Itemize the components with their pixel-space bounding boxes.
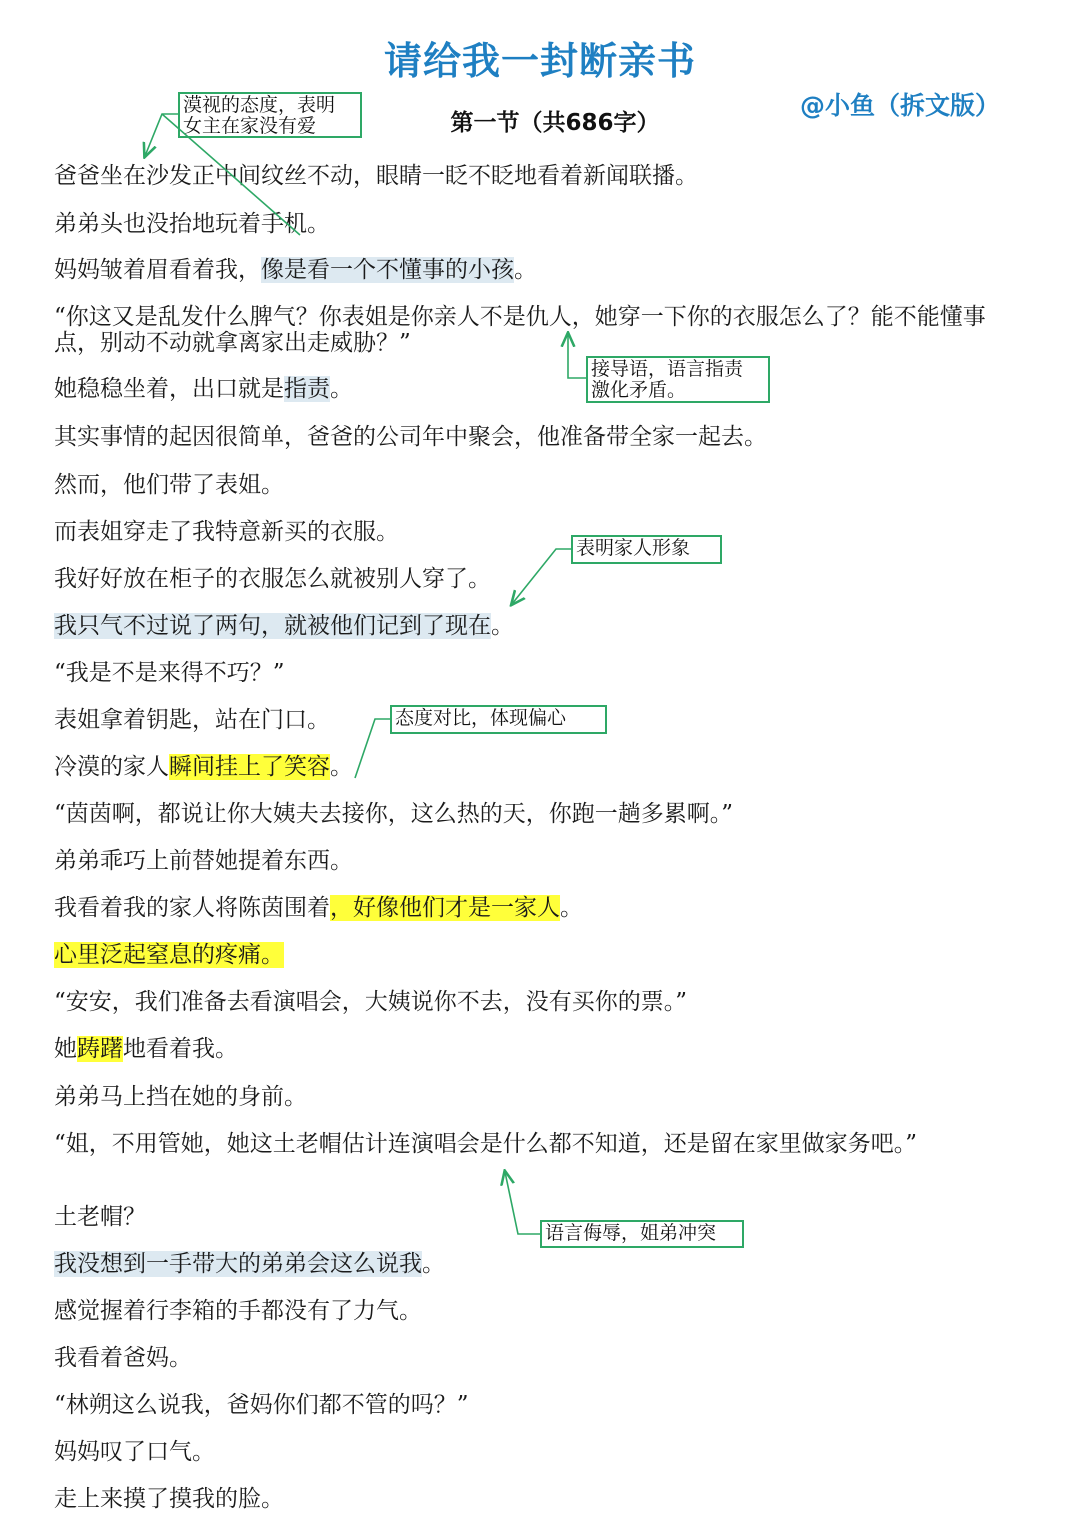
story-line bbox=[54, 304, 1004, 356]
text-span: 冷漠的家人 bbox=[54, 754, 169, 780]
story-line bbox=[54, 211, 1004, 237]
story-line bbox=[54, 895, 1004, 921]
text-span: 我好好放在柜子的衣服怎么就被别人穿了。 bbox=[54, 566, 491, 592]
text-span: 爸爸坐在沙发正中间纹丝不动，眼睛一眨不眨地看着新闻联播。 bbox=[54, 163, 698, 189]
text-span: 我看着我的家人将陈茵围着 bbox=[54, 895, 330, 921]
story-line bbox=[54, 424, 1004, 450]
text-span: 土老帽？ bbox=[54, 1204, 146, 1230]
text-span: 。 bbox=[560, 895, 583, 921]
story-line bbox=[54, 1439, 1004, 1465]
text-span: 。 bbox=[330, 754, 353, 780]
story-line bbox=[54, 989, 1004, 1015]
author-handle: @小鱼（拆文版） bbox=[800, 91, 1001, 120]
text-span: “林朔这么说我，爸妈你们都不管的吗？” bbox=[54, 1392, 469, 1418]
story-line bbox=[54, 942, 1004, 968]
story-line bbox=[54, 1036, 1004, 1062]
text-span: “我是不是来得不巧？” bbox=[54, 660, 285, 686]
text-span: “你这又是乱发什么脾气？你表姐是你亲人不是仇人，她穿一下你的衣服怎么了？能不能懂事点，别动不动就拿离家出走威胁？” bbox=[54, 304, 986, 356]
story-line bbox=[54, 519, 1004, 545]
highlight-yellow: 心里泛起窒息的疼痛。 bbox=[54, 942, 284, 968]
story-line bbox=[54, 613, 1004, 639]
story-line bbox=[54, 1486, 1004, 1512]
story-line bbox=[54, 801, 1004, 827]
story-line bbox=[54, 1251, 1004, 1277]
highlight-blue: 像是看一个不懂事的小孩 bbox=[261, 257, 514, 283]
text-span: 感觉握着行李箱的手都没有了力气。 bbox=[54, 1298, 422, 1324]
annotation-box: 接导语，语言指责 激化矛盾。 bbox=[586, 356, 770, 403]
text-span: 弟弟马上挡在她的身前。 bbox=[54, 1084, 307, 1110]
annotation-box: 表明家人形象 bbox=[571, 535, 722, 564]
highlight-blue: 我只气不过说了两句，就被他们记到了现在 bbox=[54, 613, 491, 639]
page-title: 请给我一封断亲书 bbox=[383, 39, 696, 83]
text-span: 地看着我。 bbox=[123, 1036, 238, 1062]
story-line bbox=[54, 848, 1004, 874]
text-span: 妈妈皱着眉看着我， bbox=[54, 257, 261, 283]
story-line bbox=[54, 163, 1004, 189]
story-line bbox=[54, 1298, 1004, 1324]
story-line bbox=[54, 1084, 1004, 1110]
text-span: 她稳稳坐着，出口就是 bbox=[54, 376, 284, 402]
text-span: 而表姐穿走了我特意新买的衣服。 bbox=[54, 519, 399, 545]
text-span: 弟弟头也没抬地玩着手机。 bbox=[54, 211, 330, 237]
text-span: 。 bbox=[514, 257, 537, 283]
annotation-box: 语言侮辱，姐弟冲突 bbox=[540, 1220, 744, 1248]
text-span: 弟弟乖巧上前替她提着东西。 bbox=[54, 848, 353, 874]
text-span: “姐，不用管她，她这土老帽估计连演唱会是什么都不知道，还是留在家里做家务吧。” bbox=[54, 1131, 918, 1157]
story-line bbox=[54, 472, 1004, 498]
highlight-blue: 指责 bbox=[284, 376, 330, 402]
annotation-box: 漠视的态度，表明 女主在家没有爱 bbox=[178, 92, 362, 138]
text-span: 。 bbox=[330, 376, 353, 402]
text-span: 我看着爸妈。 bbox=[54, 1345, 192, 1371]
text-span: 。 bbox=[422, 1251, 445, 1277]
section-heading: 第一节（共686字） bbox=[450, 110, 660, 136]
text-span: 她 bbox=[54, 1036, 77, 1062]
text-span: 妈妈叹了口气。 bbox=[54, 1439, 215, 1465]
story-line bbox=[54, 566, 1004, 592]
story-line bbox=[54, 754, 1004, 780]
text-span: 表姐拿着钥匙，站在门口。 bbox=[54, 707, 330, 733]
text-span: 走上来摸了摸我的脸。 bbox=[54, 1486, 284, 1512]
highlight-yellow: 瞬间挂上了笑容 bbox=[169, 754, 330, 780]
text-span: “茵茵啊，都说让你大姨夫去接你，这么热的天，你跑一趟多累啊。” bbox=[54, 801, 734, 827]
story-line bbox=[54, 376, 1004, 402]
text-span: 然而，他们带了表姐。 bbox=[54, 472, 284, 498]
story-line bbox=[54, 1131, 999, 1157]
annotation-box: 态度对比，体现偏心 bbox=[390, 705, 607, 734]
story-line bbox=[54, 1204, 1004, 1230]
highlight-blue: 我没想到一手带大的弟弟会这么说我 bbox=[54, 1251, 422, 1277]
story-line bbox=[54, 1392, 1004, 1418]
highlight-yellow: 踌躇 bbox=[77, 1036, 123, 1062]
story-line bbox=[54, 1345, 1004, 1371]
text-span: “安安，我们准备去看演唱会，大姨说你不去，没有买你的票。” bbox=[54, 989, 688, 1015]
highlight-yellow: ，好像他们才是一家人 bbox=[330, 895, 560, 921]
story-line bbox=[54, 660, 1004, 686]
text-span: 其实事情的起因很简单，爸爸的公司年中聚会，他准备带全家一起去。 bbox=[54, 424, 767, 450]
text-span: 。 bbox=[491, 613, 514, 639]
story-line bbox=[54, 257, 1004, 283]
